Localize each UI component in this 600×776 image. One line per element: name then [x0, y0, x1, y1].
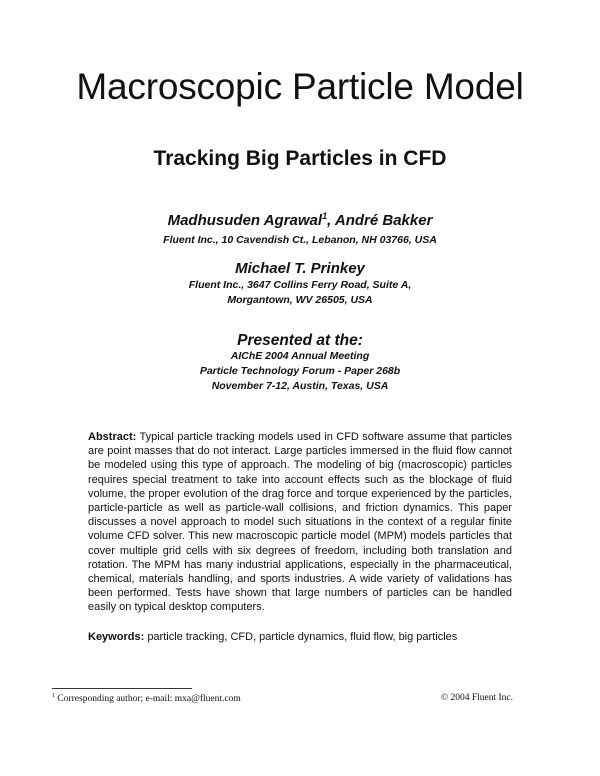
footnote-text: Corresponding author; e-mail: mxa@fluent.com	[57, 694, 241, 705]
abstract-label: Abstract:	[88, 431, 137, 443]
keywords-label: Keywords:	[88, 631, 145, 643]
keywords	[88, 631, 512, 643]
keywords-text: particle tracking, CFD, particle dynamics, fluid flow, big particles	[147, 631, 458, 643]
conference-paper: Particle Technology Forum - Paper 268b	[199, 365, 401, 377]
affiliation-2	[0, 278, 600, 308]
conference-name: AIChE 2004 Annual Meeting	[230, 350, 370, 362]
footnote-mark: 1	[52, 693, 55, 699]
affiliation-1	[0, 233, 600, 248]
paper-subtitle: Tracking Big Particles in CFD	[153, 147, 447, 170]
author-line-1	[0, 211, 600, 229]
conference-info	[0, 349, 600, 394]
affiliation-2-line-2: Morgantown, WV 26505, USA	[227, 294, 373, 306]
author-prinkey: Michael T. Prinkey	[235, 260, 365, 277]
copyright-notice: © 2004 Fluent Inc.	[440, 693, 513, 703]
abstract-text: Typical particle tracking models used in CFD software assume that particles are point masses that do not interact. Large particles immersed in the fluid flow cannot be modeled using this type of approach. The modeling of big (macroscopic) particles requires special treatment to take into account effects such as the blockage of fluid volume, the proper evolution of the drag force and torque experienced by the particles, particle-particle as well as particle-wall collisions, and friction dynamics. This paper discusses a novel approach to model such situations in the context of a regular finite volume CFD solver. This new macroscopic particle model (MPM) models particles that cover multiple grid cells with six degrees of freedom, including both translation and rotation. The MPM has many industrial applications, especially in the pharmaceutical, chemical, materials handling, and sports industries. A wide variety of validations has been performed. Tests have shown that large numbers of particles can be handled easily on typical desktop computers.	[88, 431, 513, 614]
footnote	[52, 693, 241, 704]
presented-heading: Presented at the:	[237, 332, 363, 349]
abstract	[88, 430, 512, 615]
author-agrawal: Madhusuden Agrawal	[167, 212, 323, 229]
author-footnote-mark: 1	[322, 211, 328, 221]
footnote-divider	[52, 688, 192, 689]
paper-title: Macroscopic Particle Model	[76, 66, 524, 107]
affiliation-1-line: Fluent Inc., 10 Cavendish Ct., Lebanon, NH 03766, USA	[163, 234, 437, 246]
author-bakker: , André Bakker	[327, 212, 433, 229]
affiliation-2-line-1: Fluent Inc., 3647 Collins Ferry Road, Suite A,	[188, 279, 412, 291]
conference-dates: November 7-12, Austin, Texas, USA	[211, 380, 389, 392]
